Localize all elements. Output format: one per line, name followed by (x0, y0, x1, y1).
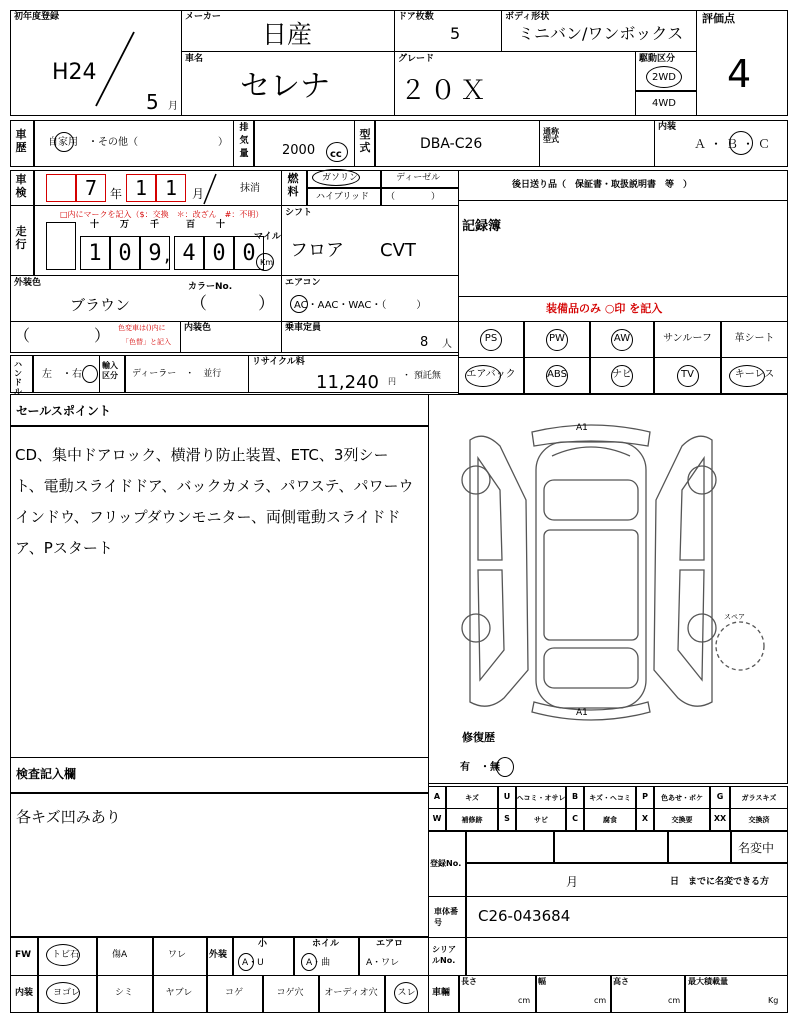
legend-code: P (642, 792, 648, 801)
import-label: 輸入区分 (102, 361, 118, 380)
legend-label: ヘコミ・オサレ (516, 794, 566, 802)
mileage-km: Km (260, 258, 274, 267)
size-label: 車輛 (432, 988, 451, 998)
fw-scratch: 傷A (112, 950, 128, 960)
car-diagram (440, 420, 785, 725)
ac-value: AC・AAC・WAC・（ ） (294, 300, 427, 311)
interior-grade: Ａ・Ｂ・Ｃ (694, 137, 775, 151)
shift-label: シフト (285, 208, 313, 218)
inspection-label: 車検 (15, 173, 27, 199)
deregistered-label: 抹消 (240, 183, 260, 194)
int-color-label: 内装色 (184, 323, 212, 333)
equipment-item: キーレス (734, 369, 775, 380)
model-label: 車名 (185, 54, 204, 64)
car-top-view (532, 425, 650, 720)
maker-value: 日産 (262, 20, 313, 49)
fuel-label: 燃料 (287, 172, 299, 198)
legend-label: 交換済 (748, 816, 770, 824)
legend-code: XX (713, 814, 727, 823)
legend-label: キズ・ヘコミ (589, 794, 631, 802)
equipment-item: 革シート (734, 333, 775, 344)
inspection-year-blank (46, 174, 76, 202)
fw-chip-circle (46, 944, 80, 966)
height-unit: cm (668, 996, 681, 1005)
mileage-digit: 4 (174, 236, 204, 270)
import-value: ディーラー ・ 並行 (132, 369, 222, 379)
aero-opts: A・ワレ (366, 958, 400, 968)
grade-label: グレード (398, 54, 435, 64)
inspection-month-1: 1 (126, 174, 156, 202)
legend-code: S (504, 814, 510, 823)
mileage-km-circle (256, 253, 274, 271)
int-damage-item: スレ (397, 988, 416, 998)
registration-day-note: 日 までに名変できる方 (670, 877, 770, 887)
small-circle (238, 953, 254, 971)
recycle-unit: 円 (388, 377, 396, 386)
equipment-item: PS (484, 333, 498, 344)
height-label: 高さ (613, 977, 629, 986)
history-label: 車歴 (15, 128, 27, 154)
inspection-notes-box (10, 757, 429, 937)
repair-history-value: 有 ・無 (460, 762, 500, 773)
int-damage-item: コゲ (224, 988, 243, 998)
legend-code: C (572, 814, 578, 823)
equipment-circle (465, 365, 501, 387)
legend-label: 補修跡 (461, 816, 483, 824)
model-value: セレナ (240, 69, 330, 104)
max-load-label: 最大積載量 (688, 977, 728, 986)
fuel-hybrid: ハイブリッド (316, 192, 370, 202)
fuel-gasoline: ガソリン (322, 173, 359, 183)
interior-label: 内装 (658, 122, 677, 132)
equipment-circle (677, 365, 699, 387)
legend-label: 色あせ・ボケ (661, 794, 703, 802)
inspection-notes-text: 各キズ凹みあり (16, 808, 121, 826)
mileage-note: □内にマークを記入（$：交換 ＊：改ざん #：不明） (60, 210, 264, 219)
shift-value: フロア CVT (290, 240, 416, 261)
inspection-slash (200, 172, 220, 206)
legend-label: 腐食 (603, 816, 617, 824)
legend-label: サビ (534, 816, 548, 824)
body-value: ミニバン/ワンボックス (518, 24, 684, 43)
a1-top-label: A1 (576, 423, 588, 433)
color-change-paren: （ ） (14, 326, 111, 345)
ext-color-value: ブラウン (70, 296, 131, 314)
inspection-year: 7 (76, 174, 106, 202)
first-registration-label: 初年度登録 (14, 12, 60, 22)
fw-crack: ワレ (168, 950, 187, 960)
repair-none-circle (496, 757, 514, 777)
recycle-label: リサイクル料 (252, 357, 305, 367)
fuel-diesel: ディーゼル (396, 173, 441, 183)
width-unit: cm (594, 996, 607, 1005)
capacity-unit: 人 (442, 339, 452, 350)
type-value: DBA-C26 (420, 136, 483, 152)
equipment-circle (546, 329, 568, 351)
int-wear-circle (394, 982, 418, 1004)
equipment-item: ナビ (612, 369, 632, 380)
equipment-item: TV (681, 369, 694, 380)
equipment-item: AW (613, 333, 631, 344)
capacity-value: 8 (420, 335, 429, 350)
drive-label: 駆動区分 (639, 54, 676, 64)
ac-circle (290, 295, 308, 313)
equipment-circle (611, 329, 633, 351)
registration-month-label: 月 (566, 875, 579, 889)
car-right-side-view (654, 436, 716, 706)
interior-grade-circle (729, 131, 753, 155)
width-label: 幅 (538, 977, 546, 986)
equipment-item: サンルーフ (663, 333, 712, 344)
mileage-digit: 1 (80, 236, 110, 270)
chassis-value: C26-043684 (478, 907, 571, 925)
wheel-label: ホイル (312, 939, 340, 949)
legend-code: X (641, 814, 649, 823)
color-note-2: 「色替」と記入 (122, 338, 171, 346)
registration-month: 5 (146, 90, 159, 114)
docs-value: 後日送り品（ 保証書・取扱説明書 等 ） (512, 180, 693, 190)
record-book-label: 記録簿 (462, 219, 502, 234)
legend-code: W (432, 814, 442, 823)
mileage-unit-label: 十 (216, 220, 226, 230)
equipment-circle (611, 365, 633, 387)
fw-chip: トビ石 (52, 950, 80, 960)
serial-box (428, 937, 788, 976)
spare-label: スペア (724, 613, 745, 621)
mileage-unit-label: 百 (186, 220, 196, 230)
grade-value: ２０Ｘ (400, 76, 491, 106)
registration-era-year: H24 (52, 60, 97, 85)
int-damage-item: シミ (114, 988, 133, 998)
int-damage-label: 内装 (15, 988, 34, 998)
legend-label: キズ (465, 794, 479, 802)
legend-code: B (571, 792, 579, 801)
small-label: 小 (258, 939, 268, 949)
serial-label: シリアルNo. (432, 945, 456, 965)
legend-code: A (433, 792, 441, 801)
drive-4wd: 4WD (652, 98, 676, 109)
drive-2wd: 2WD (652, 72, 676, 83)
fuel-other: （ ） (386, 192, 441, 202)
size-row (428, 975, 788, 1013)
int-damage-item: オーディオ穴 (324, 988, 378, 998)
displacement-unit: cc (330, 149, 342, 160)
equipment-circle (729, 365, 765, 387)
registration-slash (92, 30, 142, 108)
fw-label: FW (15, 950, 32, 960)
car-left-side-view (462, 436, 528, 706)
length-label: 長さ (461, 977, 477, 986)
registration-no-label: 登録No. (430, 859, 462, 868)
inspection-year-unit: 年 (110, 187, 123, 201)
color-note-1: 色変車は()内に (118, 324, 166, 332)
history-circle (54, 132, 74, 152)
mileage-digit: 9 (140, 236, 170, 270)
legend-code: G (716, 792, 724, 801)
spare-tire (716, 622, 764, 670)
max-load-unit: Kg (768, 996, 779, 1005)
equipment-item: エアバック (466, 369, 516, 380)
name-change-label: 名変中 (738, 841, 775, 855)
common-type-label: 通称型式 (543, 127, 559, 144)
equipment-item: PW (549, 333, 565, 344)
mileage-unit-label: 千 (150, 220, 160, 230)
legend-label: ガラスキズ (741, 794, 777, 802)
wheel-circle (301, 953, 317, 971)
type-label: 型式 (359, 128, 371, 154)
handle-label: ハンドル (14, 360, 22, 396)
handle-value: 左 ・右 (42, 369, 82, 380)
wheel-opts: A・曲 (306, 958, 331, 968)
aero-label: エアロ (376, 939, 404, 949)
equipment-circle (480, 329, 502, 351)
mileage-unit-label: 万 (120, 220, 130, 230)
equipment-item: ABS (547, 369, 567, 380)
inspection-month-2: 1 (156, 174, 186, 202)
mileage-unit-label: 十 (90, 220, 100, 230)
history-value: 自家用 ・その他（ ） (48, 137, 228, 148)
int-dirt-circle (46, 982, 80, 1004)
legend-code: U (503, 792, 511, 801)
repair-history-label: 修復歴 (462, 731, 495, 744)
equipment-title: 装備品のみ ○印 を記入 (546, 302, 663, 315)
registration-box (428, 831, 788, 897)
registration-month-unit: 月 (168, 101, 178, 112)
displacement-label: 排気量 (239, 123, 249, 159)
fuel-gasoline-circle (312, 169, 360, 186)
sales-title: セールスポイント (16, 404, 111, 418)
chassis-label: 車体番号 (434, 907, 458, 927)
score-label: 評価点 (702, 12, 735, 25)
sales-text: CD、集中ドアロック、横滑り防止装置、ETC、3列シート、電動スライドドア、バックカメラ、パワステ、パワーウインドウ、フリップダウンモニター、両側電動スライドドア、Pスタート (15, 446, 414, 557)
equipment-circle (546, 365, 568, 387)
score-value: 4 (727, 52, 752, 96)
mileage-digit: 0 (204, 236, 234, 270)
inspection-notes-title: 検査記入欄 (16, 767, 77, 781)
doors-label: ドア枚数 (398, 12, 434, 22)
color-no-value: （ ） (190, 294, 275, 314)
length-unit: cm (518, 996, 531, 1005)
ac-label: エアコン (285, 278, 321, 288)
maker-label: メーカー (185, 12, 221, 22)
mileage-comma: , (164, 242, 171, 266)
mileage-mile: マイル (254, 232, 281, 242)
legend-label: 交換要 (671, 816, 693, 824)
recycle-value: 11,240 (316, 372, 379, 393)
color-no-label: カラーNo. (188, 282, 233, 292)
int-damage-item: コゲ穴 (276, 988, 304, 998)
drive-2wd-circle (646, 66, 682, 88)
body-label: ボディ形状 (505, 12, 550, 22)
record-book-box (458, 200, 788, 297)
mileage-label: 走行 (15, 225, 27, 251)
doors-value: 5 (450, 24, 461, 43)
int-damage-item: ヤブレ (165, 988, 193, 998)
small-opts: A・U (242, 958, 264, 968)
capacity-label: 乗車定員 (285, 323, 322, 333)
ext-color-label: 外装色 (14, 278, 42, 288)
recycle-deposit: ・ 預託無 (402, 371, 441, 381)
a1-bottom-label: A1 (576, 708, 588, 718)
cc-circle (326, 142, 348, 162)
displacement-value: 2000 (282, 143, 316, 158)
mileage-digit: 0 (234, 236, 264, 270)
mileage-marker-box (46, 222, 76, 270)
int-damage-item: ヨゴレ (52, 988, 80, 998)
mileage-digit: 0 (110, 236, 140, 270)
ext-label: 外装 (209, 950, 228, 960)
inspection-month-unit: 月 (192, 187, 205, 201)
handle-circle (82, 365, 98, 383)
